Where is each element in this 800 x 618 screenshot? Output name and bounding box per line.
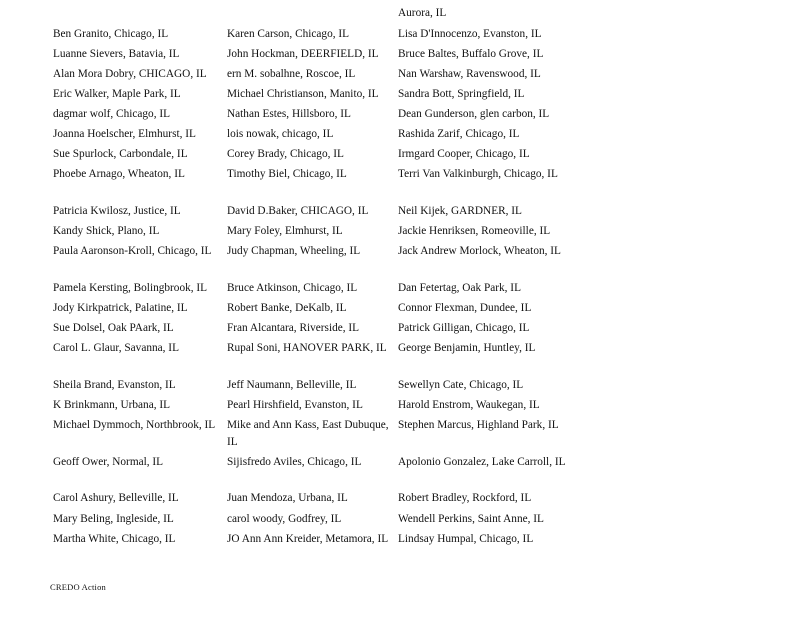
- signer-entry: Lisa D'Innocenzo, Evanston, IL: [398, 28, 542, 40]
- signer-entry: Bruce Baltes, Buffalo Grove, IL: [398, 48, 544, 60]
- signer-entry: John Hockman, DEERFIELD, IL: [227, 48, 379, 60]
- signer-entry: Mary Beling, Ingleside, IL: [53, 513, 174, 525]
- signer-entry: Rupal Soni, HANOVER PARK, IL: [227, 342, 387, 354]
- signer-entry: Fran Alcantara, Riverside, IL: [227, 322, 360, 334]
- signer-entry: Jackie Henriksen, Romeoville, IL: [398, 225, 551, 237]
- signer-entry: carol woody, Godfrey, IL: [227, 513, 342, 525]
- signer-entry: Judy Chapman, Wheeling, IL: [227, 245, 361, 257]
- signer-entry: Stephen Marcus, Highland Park, IL: [398, 419, 559, 431]
- signer-entry: Joanna Hoelscher, Elmhurst, IL: [53, 128, 196, 140]
- signer-entry: Phoebe Arnago, Wheaton, IL: [53, 168, 185, 180]
- signer-entry: Robert Bradley, Rockford, IL: [398, 492, 532, 504]
- signer-entry: Jody Kirkpatrick, Palatine, IL: [53, 302, 188, 314]
- signer-entry: Timothy Biel, Chicago, IL: [227, 168, 347, 180]
- signer-entry: Lindsay Humpal, Chicago, IL: [398, 533, 534, 545]
- signer-entry: Karen Carson, Chicago, IL: [227, 28, 350, 40]
- signer-entry: Connor Flexman, Dundee, IL: [398, 302, 532, 314]
- signer-entry: Sue Spurlock, Carbondale, IL: [53, 148, 188, 160]
- signer-entry: Sandra Bott, Springfield, IL: [398, 88, 525, 100]
- signer-entry: lois nowak, chicago, IL: [227, 128, 334, 140]
- signer-entry: Neil Kijek, GARDNER, IL: [398, 205, 522, 217]
- signer-entry: Mary Foley, Elmhurst, IL: [227, 225, 343, 237]
- signer-entry: Patricia Kwilosz, Justice, IL: [53, 205, 181, 217]
- signer-entry: K Brinkmann, Urbana, IL: [53, 399, 171, 411]
- signer-entry: Corey Brady, Chicago, IL: [227, 148, 344, 160]
- signer-entry: Michael Dymmoch, Northbrook, IL: [53, 419, 216, 431]
- signer-entry: Martha White, Chicago, IL: [53, 533, 176, 545]
- signer-entry: Geoff Ower, Normal, IL: [53, 456, 164, 468]
- signer-entry: Kandy Shick, Plano, IL: [53, 225, 160, 237]
- signer-entry: Luanne Sievers, Batavia, IL: [53, 48, 180, 60]
- signer-entry: Bruce Atkinson, Chicago, IL: [227, 282, 358, 294]
- signer-entry: Sheila Brand, Evanston, IL: [53, 379, 176, 391]
- signer-entry: George Benjamin, Huntley, IL: [398, 342, 536, 354]
- signer-entry: Wendell Perkins, Saint Anne, IL: [398, 513, 544, 525]
- signer-entry: Paula Aaronson-Kroll, Chicago, IL: [53, 245, 212, 257]
- signer-entry: Nathan Estes, Hillsboro, IL: [227, 108, 351, 120]
- signer-entry: ern M. sobalhne, Roscoe, IL: [227, 68, 356, 80]
- signer-entry: Juan Mendoza, Urbana, IL: [227, 492, 348, 504]
- page-footer: CREDO Action: [50, 582, 106, 592]
- signer-entry: Patrick Gilligan, Chicago, IL: [398, 322, 530, 334]
- signer-entry: Sijisfredo Aviles, Chicago, IL: [227, 456, 362, 468]
- signer-entry: David D.Baker, CHICAGO, IL: [227, 205, 369, 217]
- signer-entry: Aurora, IL: [398, 7, 447, 19]
- signer-entry: Ben Granito, Chicago, IL: [53, 28, 169, 40]
- signer-entry: Sue Dolsel, Oak PAark, IL: [53, 322, 174, 334]
- signer-entry: Dan Fetertag, Oak Park, IL: [398, 282, 521, 294]
- signer-entry: Rashida Zarif, Chicago, IL: [398, 128, 520, 140]
- signer-entry: dagmar wolf, Chicago, IL: [53, 108, 171, 120]
- signer-entry: Dean Gunderson, glen carbon, IL: [398, 108, 550, 120]
- signer-entry: JO Ann Ann Kreider, Metamora, IL: [227, 533, 389, 545]
- signer-entry: Nan Warshaw, Ravenswood, IL: [398, 68, 541, 80]
- signer-entry: Mike and Ann Kass, East Dubuque, IL: [227, 419, 389, 448]
- signer-entry: Alan Mora Dobry, CHICAGO, IL: [53, 68, 207, 80]
- signer-entry: Eric Walker, Maple Park, IL: [53, 88, 181, 100]
- signer-entry: Pearl Hirshfield, Evanston, IL: [227, 399, 363, 411]
- signer-entry: Carol Ashury, Belleville, IL: [53, 492, 179, 504]
- signer-entry: Carol L. Glaur, Savanna, IL: [53, 342, 179, 354]
- signer-entry: Apolonio Gonzalez, Lake Carroll, IL: [398, 456, 566, 468]
- signer-entry: Terri Van Valkinburgh, Chicago, IL: [398, 168, 558, 180]
- signer-entry: Sewellyn Cate, Chicago, IL: [398, 379, 524, 391]
- signer-entry: Jack Andrew Morlock, Wheaton, IL: [398, 245, 561, 257]
- signer-entry: Michael Christianson, Manito, IL: [227, 88, 379, 100]
- signer-entry: Harold Enstrom, Waukegan, IL: [398, 399, 540, 411]
- signer-entry: Pamela Kersting, Bolingbrook, IL: [53, 282, 208, 294]
- signer-entry: Jeff Naumann, Belleville, IL: [227, 379, 357, 391]
- signer-entry: Robert Banke, DeKalb, IL: [227, 302, 347, 314]
- signer-entry: Irmgard Cooper, Chicago, IL: [398, 148, 530, 160]
